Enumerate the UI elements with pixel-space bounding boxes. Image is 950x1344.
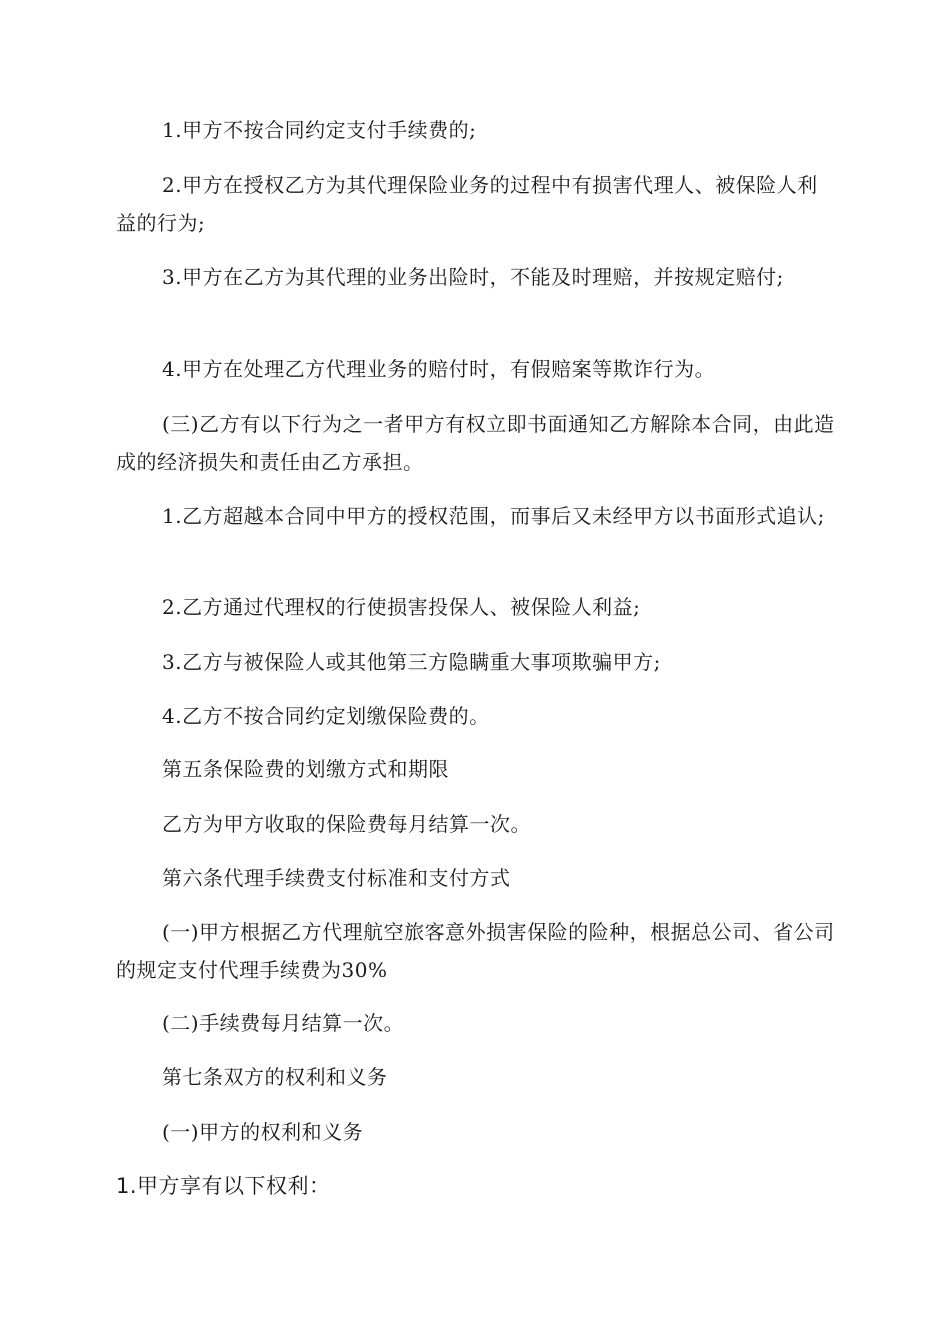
paragraph-clause-three: (三)乙方有以下行为之一者甲方有权立即书面通知乙方解除本合同，由此造成的经济损失和责任由乙方承担。 bbox=[116, 412, 835, 474]
article-five-body: 乙方为甲方收取的保险费每月结算一次。 bbox=[162, 812, 531, 836]
article-seven-heading: 第七条双方的权利和义务 bbox=[162, 1065, 388, 1089]
paragraph-item-4: 4.甲方在处理乙方代理业务的赔付时，有假赔案等欺诈行为。 bbox=[162, 357, 716, 381]
paragraph-item-b2: 2.乙方通过代理权的行使损害投保人、被保险人利益; bbox=[162, 595, 641, 619]
paragraph-item-2: 2.甲方在授权乙方为其代理保险业务的过程中有损害代理人、被保险人利益的行为; bbox=[116, 173, 818, 235]
article-six-heading: 第六条代理手续费支付标准和支付方式 bbox=[162, 866, 511, 890]
paragraph-item-b3: 3.乙方与被保险人或其他第三方隐瞒重大事项欺骗甲方; bbox=[162, 650, 661, 674]
article-six-item-2: (二)手续费每月结算一次。 bbox=[162, 1011, 405, 1035]
rights-heading: 1.甲方享有以下权利： bbox=[116, 1174, 331, 1198]
article-six-item-1: (一)甲方根据乙方代理航空旅客意外损害保险的险种，根据总公司、省公司的规定支付代理手续费为30% bbox=[116, 920, 835, 982]
paragraph-item-1: 1.甲方不按合同约定支付手续费的; bbox=[162, 118, 477, 142]
article-seven-sub-one: (一)甲方的权利和义务 bbox=[162, 1120, 364, 1144]
article-five-heading: 第五条保险费的划缴方式和期限 bbox=[162, 757, 449, 781]
paragraph-item-3: 3.甲方在乙方为其代理的业务出险时，不能及时理赔，并按规定赔付; bbox=[162, 265, 784, 289]
paragraph-item-b1: 1.乙方超越本合同中甲方的授权范围，而事后又未经甲方以书面形式追认; bbox=[162, 504, 825, 528]
paragraph-item-b4: 4.乙方不按合同约定划缴保险费的。 bbox=[162, 704, 490, 728]
